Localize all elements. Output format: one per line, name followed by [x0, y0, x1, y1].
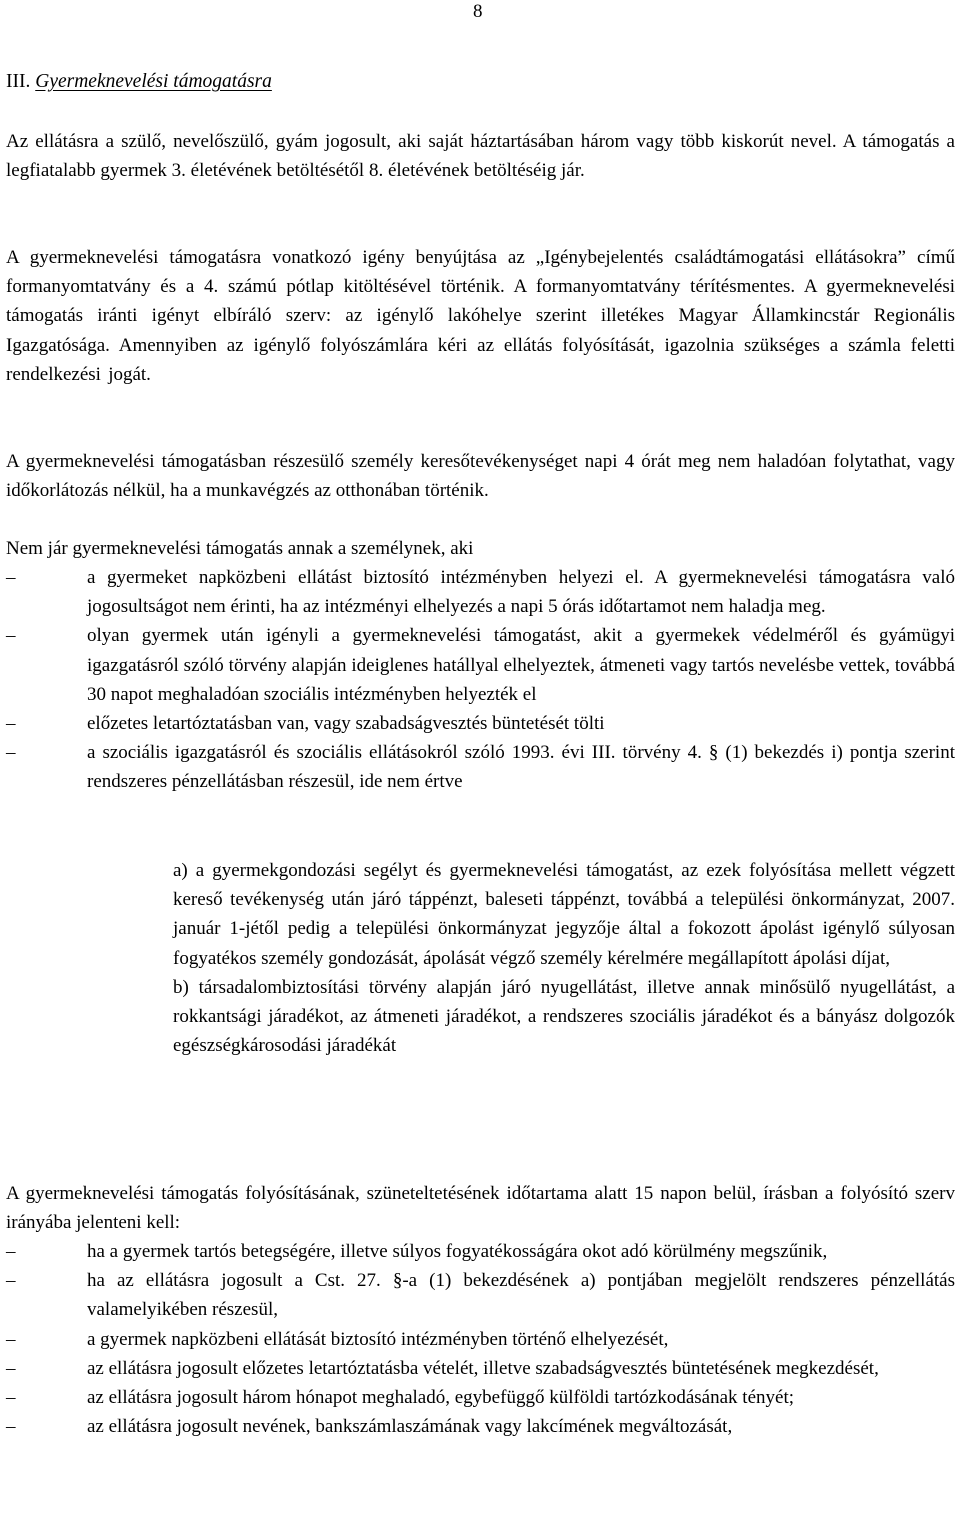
paragraph-application: A gyermeknevelési támogatásra vonatkozó igény benyújtása az „Igénybejelentés családtámogatási ellátásokra” című formanyomtatvány és a 4. számú pótlap kitöltésével történik. A formanyomtatvány térítésmentes. A gyermeknevelési támogatás iránti igényt elbíráló szerv: az igénylő lakóhelye szerint illetékes Magyar Államkincstár Regionális Igazgatósága. Amennyiben az igénylő folyószámlára kéri az ellátás folyósítását, igazolnia szükséges a számla feletti rendelkezési jogát.	[6, 247, 955, 385]
list-item	[6, 709, 955, 738]
list-item	[6, 621, 955, 709]
section-heading	[6, 67, 272, 97]
list-item	[6, 738, 955, 796]
paragraph-eligibility: Az ellátásra a szülő, nevelőszülő, gyám jogosult, aki saját háztartásában három vagy több kiskorút nevel. A támogatás a legfiatalabb gyermek 3. életévének betöltésétől 8. életévének betöltéséig jár.	[6, 131, 955, 182]
dash-bullet: –	[6, 1416, 16, 1438]
list-item-text: ha a gyermek tartós betegségére, illetve súlyos fogyatékosságára okot adó körülmény megszűnik,	[87, 1241, 828, 1262]
list-item-text: a gyermek napközbeni ellátását biztosító intézményben történő elhelyezését,	[87, 1328, 669, 1350]
list-item-text: olyan gyermek után igényli a gyermeknevelési támogatást, akit a gyermekek védelméről és gyámügyi igazgatásról szóló törvény alapján ideiglenes hatállyal elhelyeztek, átmeneti vagy tartós nevelésbe vettek, továbbá 30 napot meghaladóan szociális intézményben helyezték el	[87, 625, 955, 705]
list-item	[6, 1383, 955, 1412]
list-item	[6, 1266, 955, 1324]
dash-bullet: –	[6, 1270, 16, 1292]
dash-bullet: –	[6, 742, 16, 764]
list-item-text: a gyermeket napközbeni ellátást biztosító intézményben helyezi el. A gyermeknevelési támogatásra való jogosultságot nem érinti, ha az intézményi elhelyezés a napi 5 órás időtartamot nem haladja meg.	[87, 567, 955, 618]
not-entitled-list	[6, 563, 955, 797]
list-item-text: az ellátásra jogosult három hónapot meghaladó, egybefüggő külföldi tartózkodásának tényét;	[87, 1387, 794, 1409]
list-item	[6, 563, 955, 621]
dash-bullet: –	[6, 1241, 16, 1262]
list-item-text: az ellátásra jogosult előzetes letartóztatásba vételét, illetve szabadságvesztés büntetésének megkezdését,	[87, 1357, 879, 1379]
exception-sublist	[173, 856, 955, 1060]
reporting-list	[6, 1237, 955, 1441]
dash-bullet: –	[6, 625, 16, 647]
dash-bullet: –	[6, 1328, 16, 1350]
list-item	[6, 1325, 955, 1354]
list-item	[6, 1354, 955, 1383]
dash-bullet: –	[6, 567, 16, 588]
list-item-text: ha az ellátásra jogosult a Cst. 27. §-a (1) bekezdésének a) pontjában megjelölt rendszeres pénzellátás valamelyikében részesül,	[87, 1270, 955, 1321]
dash-bullet: –	[6, 713, 16, 735]
list-item	[6, 1412, 955, 1441]
list-item-text: az ellátásra jogosult nevének, bankszámlaszámának vagy lakcímének megváltozását,	[87, 1416, 733, 1438]
dash-bullet: –	[6, 1357, 16, 1379]
paragraph-reporting-intro: A gyermeknevelési támogatás folyósításának, szüneteltetésének időtartama alatt 15 napon belül, írásban a folyósító szerv irányába jelenteni kell:	[6, 1183, 955, 1234]
section-numeral: III.	[6, 71, 31, 92]
paragraph-not-entitled-intro: Nem jár gyermeknevelési támogatás annak a személynek, aki	[6, 538, 474, 559]
paragraph-employment: A gyermeknevelési támogatásban részesülő személy keresőtevékenységet napi 4 órát meg nem haladóan folytathat, vagy időkorlátozás nélkül, ha a munkavégzés az otthonában történik.	[6, 451, 955, 502]
section-title: Gyermeknevelési támogatásra	[35, 71, 272, 92]
dash-bullet: –	[6, 1387, 16, 1409]
sublist-item: b) társadalombiztosítási törvény alapján járó nyugellátást, illetve annak minősülő nyugellátást, a rokkantsági járadékot, az átmeneti járadékot, a rendszeres szociális járadékot és a bányász dolgozók egészségkárosodási járadékát	[173, 976, 955, 1057]
list-item	[6, 1237, 955, 1266]
list-item-text: előzetes letartóztatásban van, vagy szabadságvesztés büntetését tölti	[87, 713, 605, 735]
list-item-text: a szociális igazgatásról és szociális ellátásokról szóló 1993. évi III. törvény 4. § (1) bekezdés i) pontja szerint rendszeres pénzellátásban részesül, ide nem értve	[87, 742, 955, 793]
sublist-item: a) a gyermekgondozási segélyt és gyermeknevelési támogatást, az ezek folyósítása mellett végzett kereső tevékenység után járó táppénzt, baleseti táppénzt, továbbá a települési önkormányzat, 2007. január 1-jétől pedig a települési önkormányzat jegyzője által a fokozott ápolást igénylő súlyosan fogyatékos személy gondozását, ápolását végző személy kérelmére megállapított ápolási díjat,	[173, 860, 955, 969]
page-number: 8	[473, 1, 483, 22]
